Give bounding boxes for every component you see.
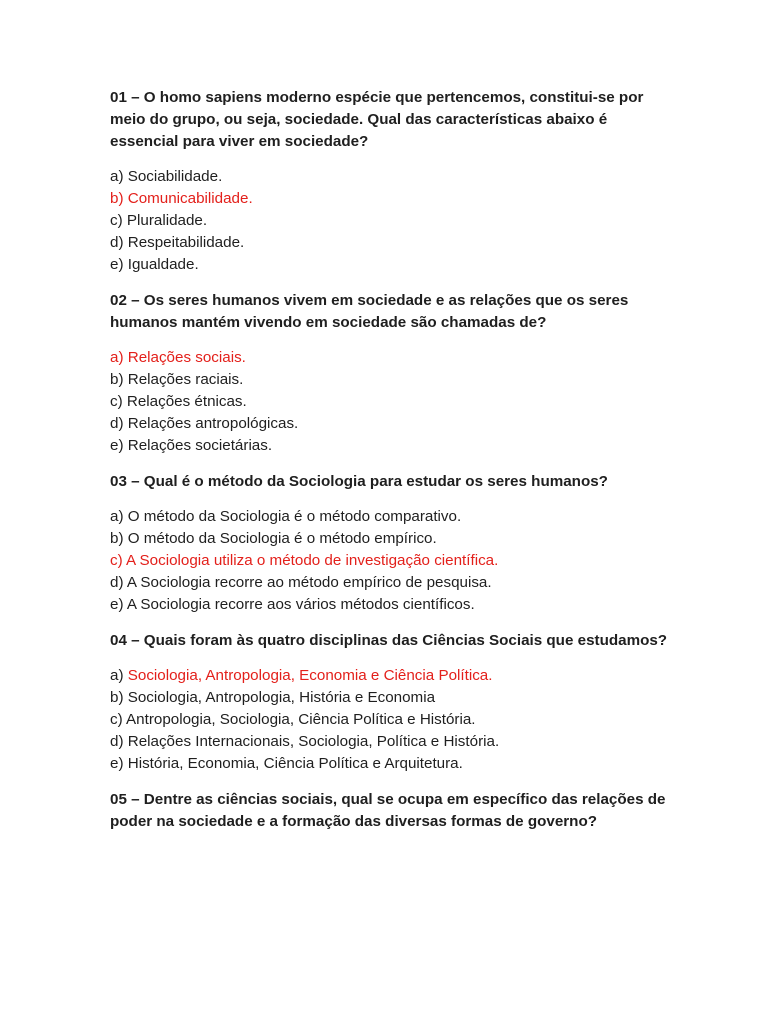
option-b: b) O método da Sociologia é o método empírico.	[110, 530, 437, 547]
question-text: 03 – Qual é o método da Sociologia para estudar os seres humanos?	[110, 473, 608, 490]
option-c-answer: c) A Sociologia utiliza o método de investigação científica.	[110, 552, 499, 569]
question-text: 02 – Os seres humanos vivem em sociedade e as relações que os seres humanos mantém vivendo em sociedade são chamadas de?	[110, 292, 629, 331]
question-4	[110, 630, 670, 775]
option-e: e) Igualdade.	[110, 256, 199, 273]
options-list	[110, 665, 670, 775]
question-text: 04 – Quais foram às quatro disciplinas das Ciências Sociais que estudamos?	[110, 632, 668, 649]
option-d: d) Respeitabilidade.	[110, 234, 245, 251]
options-list	[110, 166, 670, 276]
question-5	[110, 789, 670, 833]
option-c: c) Pluralidade.	[110, 212, 208, 229]
option-text: Sociologia, Antropologia, Economia e Ciência Política.	[127, 667, 493, 684]
options-list	[110, 506, 670, 616]
option-d: d) Relações Internacionais, Sociologia, Política e História.	[110, 733, 500, 750]
option-d: d) A Sociologia recorre ao método empírico de pesquisa.	[110, 574, 492, 591]
option-a: a) Sociabilidade.	[110, 168, 223, 185]
question-text: 01 – O homo sapiens moderno espécie que pertencemos, constitui-se por meio do grupo, ou seja, sociedade. Qual das características abaixo é essencial para viver em sociedade?	[110, 89, 644, 150]
option-label: a)	[110, 667, 124, 684]
option-b-answer: b) Comunicabilidade.	[110, 190, 253, 207]
question-1	[110, 87, 670, 276]
question-text: 05 – Dentre as ciências sociais, qual se ocupa em específico das relações de poder na sociedade e a formação das diversas formas de governo?	[110, 791, 666, 830]
option-c: c) Relações étnicas.	[110, 393, 247, 410]
question-3	[110, 471, 670, 616]
options-list	[110, 347, 670, 457]
document-page	[110, 87, 670, 847]
option-b: b) Relações raciais.	[110, 371, 244, 388]
option-d: d) Relações antropológicas.	[110, 415, 299, 432]
option-b: b) Sociologia, Antropologia, História e Economia	[110, 689, 436, 706]
option-c: c) Antropologia, Sociologia, Ciência Política e História.	[110, 711, 476, 728]
option-e: e) A Sociologia recorre aos vários métodos científicos.	[110, 596, 475, 613]
option-a-answer: a) Relações sociais.	[110, 349, 246, 366]
option-e: e) História, Economia, Ciência Política e Arquitetura.	[110, 755, 463, 772]
option-a: a) O método da Sociologia é o método comparativo.	[110, 508, 462, 525]
option-e: e) Relações societárias.	[110, 437, 273, 454]
question-2	[110, 290, 670, 457]
option-a-answer	[110, 665, 670, 687]
